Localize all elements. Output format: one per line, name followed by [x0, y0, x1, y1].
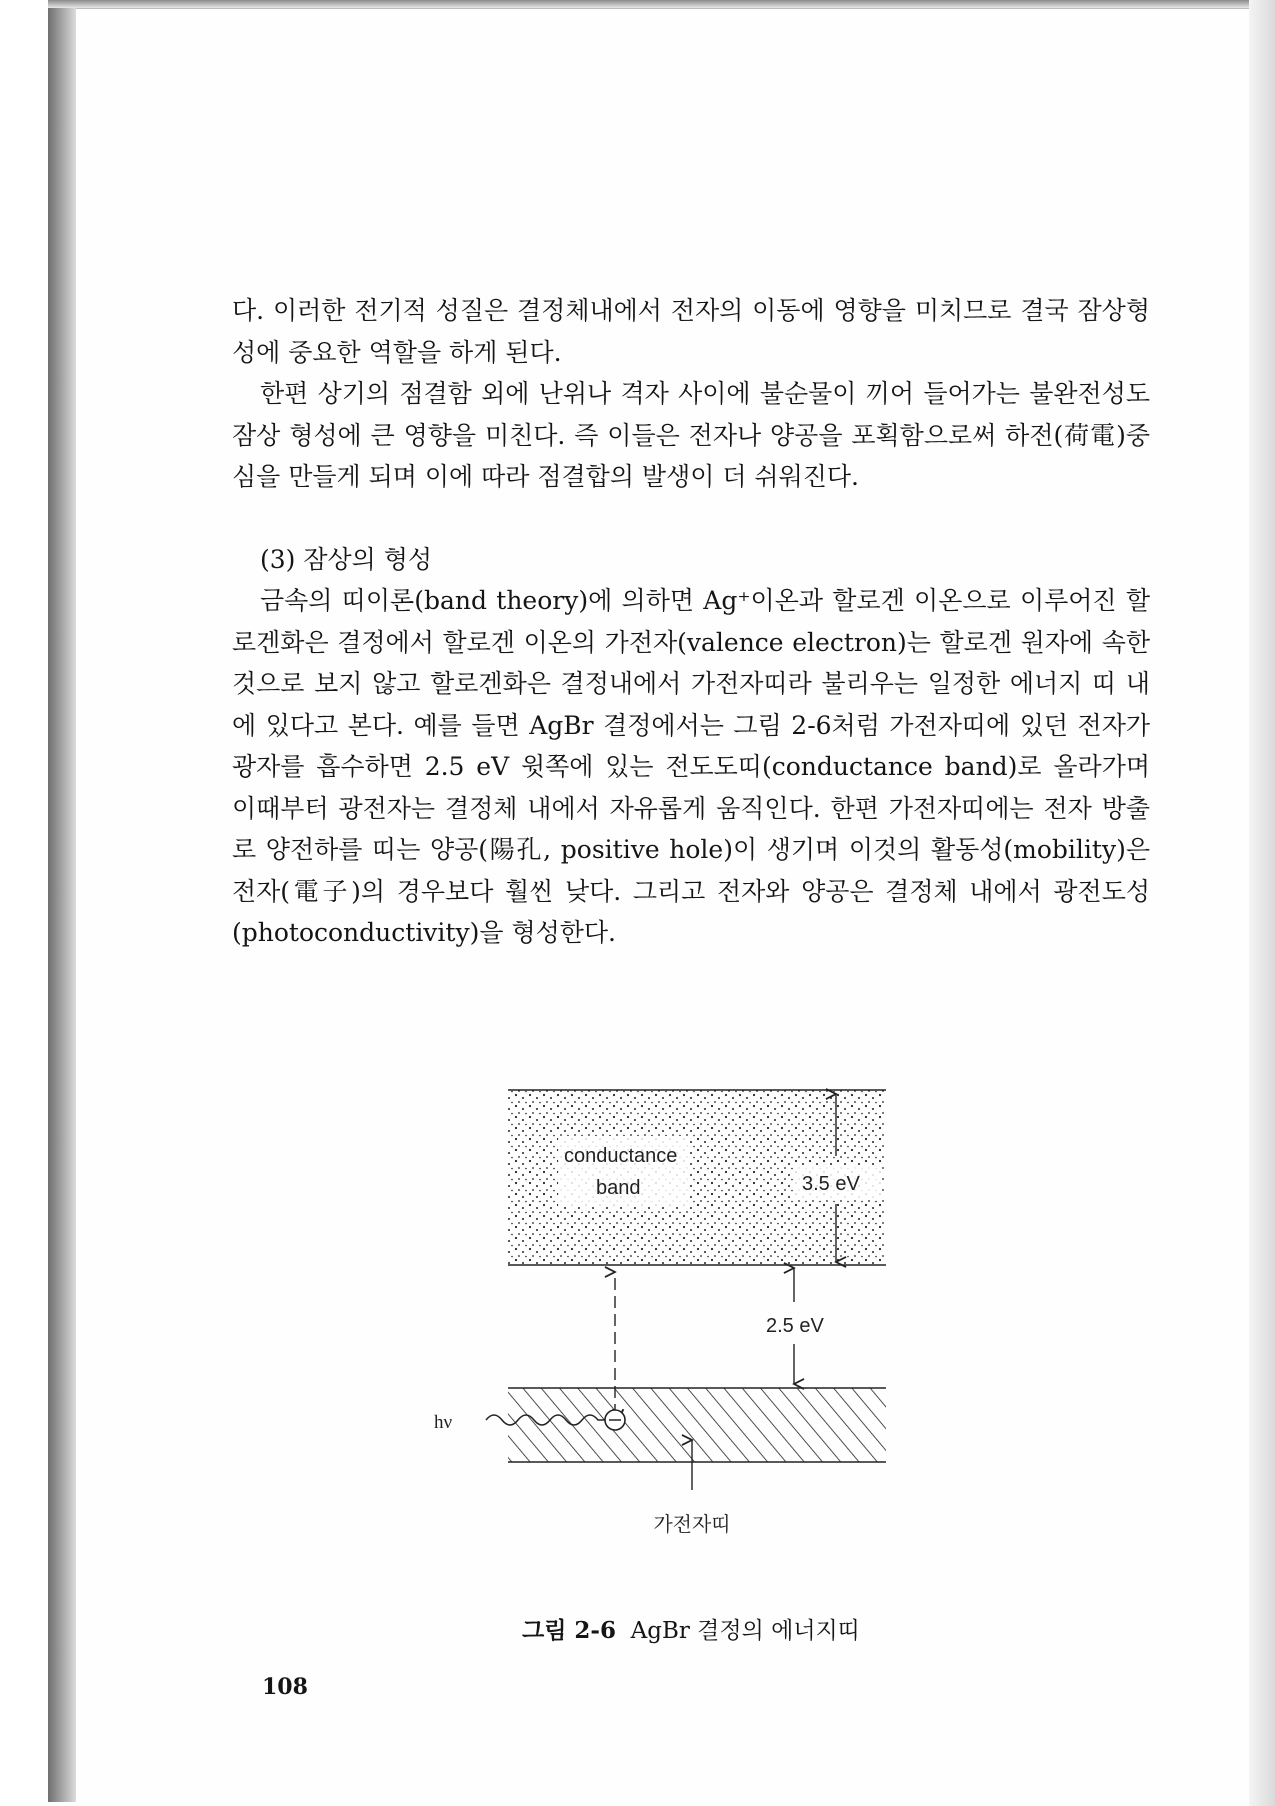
width-label: 3.5 eV	[802, 1173, 860, 1195]
band-label-line1: conductance	[564, 1145, 678, 1167]
page-shadow	[1249, 0, 1275, 1806]
paragraph-2: 한편 상기의 점결함 외에 난위나 격자 사이에 불순물이 끼어 들어가는 불완전성도 잠상 형성에 큰 영향을 미친다. 즉 이들은 전자나 양공을 포획함으로써 하전(荷電)중심을 만들게 되며 이에 따라 점결합의 발생이 더 쉬워진다.	[232, 379, 1150, 491]
figure-caption	[232, 1612, 1150, 1645]
section-heading: (3) 잠상의 형성	[260, 544, 433, 574]
caption-number: 그림 2-6	[521, 1617, 616, 1644]
valence-label: 가전자띠	[653, 1512, 731, 1536]
caption-text: AgBr 결정의 에너지띠	[630, 1618, 860, 1644]
paragraph-3: 금속의 띠이론(band theory)에 의하면 Ag⁺이온과 할로겐 이온으로 이루어진 할로겐화은 결정에서 할로겐 이온의 가전자(valence electron)는 할로겐 원자에 속한 것으로 보지 않고 할로겐화은 결정내에서 가전자띠라 불리우는 일정한 에너지 띠 내에 있다고 본다. 예를 들면 AgBr 결정에서는 그림 2-6처럼 가전자띠에 있던 전자가 광자를 흡수하면 2.5 eV 윗쪽에 있는 전도도띠(conductance band)로 올라가며 이때부터 광전자는 결정체 내에서 자유롭게 움직인다. 한편 가전자띠에는 전자 방출로 양전하를 띠는 양공(陽孔, positive hole)이 생기며 이것의 활동성(mobility)은 전자(電子)의 경우보다 훨씬 낮다. 그리고 전자와 양공은 결정체 내에서 광전도성(photoconductivity)을 형성한다.	[232, 586, 1150, 947]
paragraph-1: 다. 이러한 전기적 성질은 결정체내에서 전자의 이동에 영향을 미치므로 결국 잠상형성에 중요한 역할을 하게 된다.	[232, 296, 1150, 367]
valence-band	[508, 1388, 886, 1462]
page-number: 108	[262, 1674, 308, 1700]
energy-band-diagram	[430, 1082, 960, 1552]
book-spine-edge	[48, 8, 76, 1802]
band-label-line2: band	[596, 1177, 641, 1199]
body-text	[232, 290, 1150, 954]
book-edge-top	[48, 0, 1258, 8]
gap-label: 2.5 eV	[766, 1315, 824, 1337]
photon-label: hν	[434, 1412, 453, 1433]
